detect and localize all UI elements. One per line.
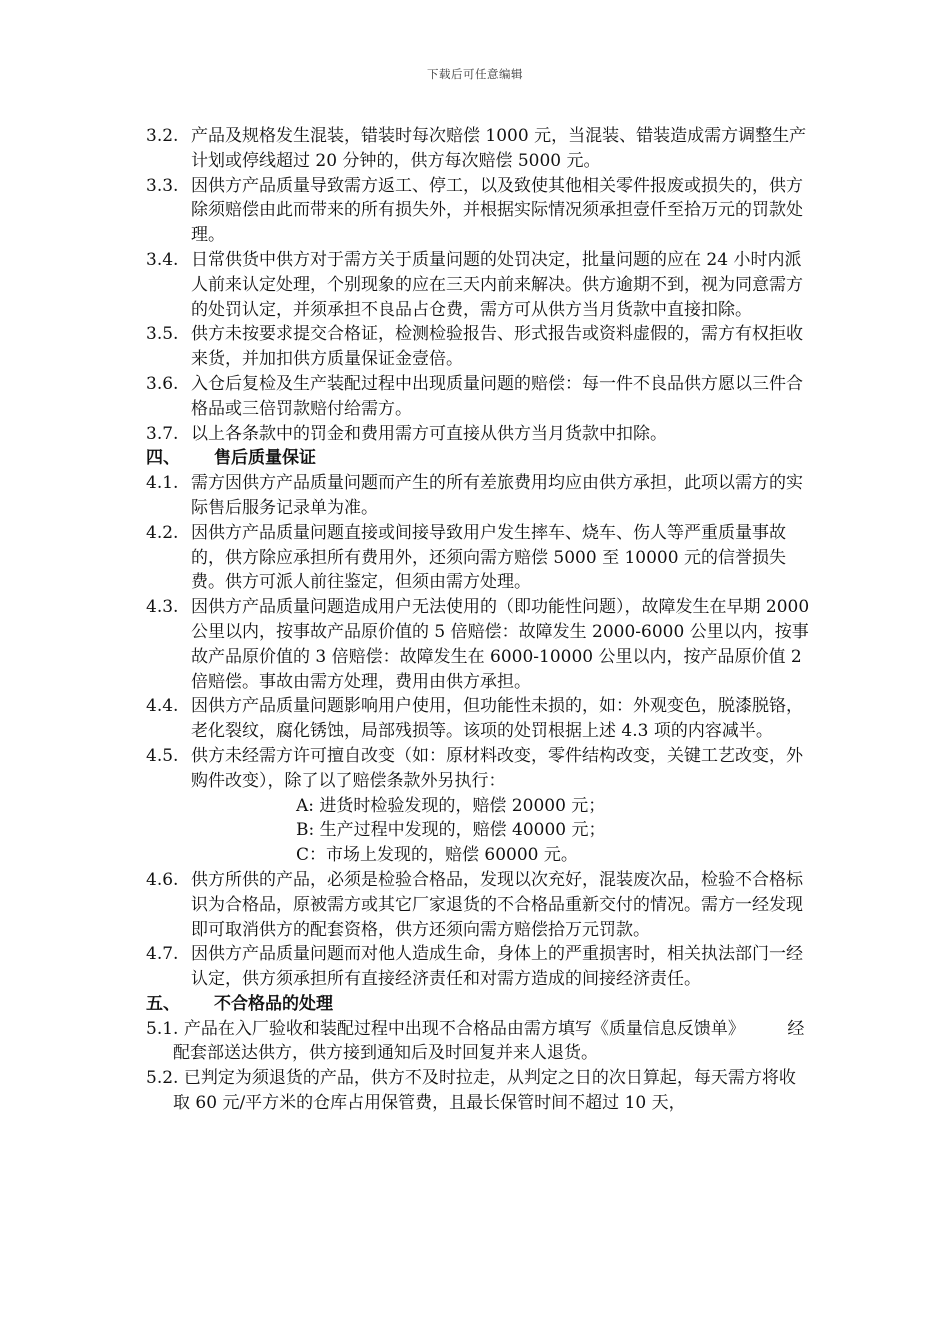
section-number: 四、: [146, 448, 180, 469]
clause-number: 3.7.: [146, 423, 179, 444]
clause-number: 4.2.: [146, 522, 179, 543]
clause-number: 4.4.: [146, 696, 179, 717]
clause-number: 3.6.: [146, 373, 179, 394]
clause-number: 4.3.: [146, 597, 179, 618]
section-title: 不合格品的处理: [214, 993, 333, 1014]
clause-text: 以上各条款中的罚金和费用需方可直接从供方当月货款中扣除。: [191, 423, 667, 444]
clause-text: 因供方产品质量导致需方返工、停工，以及致使其他相关零件报废或损失的，供方除须赔偿由此而带来的所有损失外，并根据实际情况须承担壹仟至拾万元的罚款处理。: [191, 175, 803, 246]
clause-text: 因供方产品质量问题而对他人造成生命，身体上的严重损害时，相关执法部门一经认定，供方须承担所有直接经济责任和对需方造成的间接经济责任。: [191, 944, 803, 990]
clause-text: 供方未按要求提交合格证，检测检验报告、形式报告或资料虚假的，需方有权拒收来货，并加扣供方质量保证金壹倍。: [191, 324, 803, 370]
clause-item: [146, 422, 812, 447]
clause-text: 因供方产品质量问题直接或间接导致用户发生摔车、烧车、伤人等严重质量事故的，供方除应承担所有费用外，还须向需方赔偿 5000 至 10000 元的信誉损失费。供方可派人前往鉴定，但须由需方处理。: [191, 522, 786, 593]
clause-item: [146, 942, 812, 992]
clause-text: 供方所供的产品，必须是检验合格品，发现以次充好，混装废次品，检验不合格标识为合格品，原被需方或其它厂家退货的不合格品重新交付的情况。需方一经发现即可取消供方的配套资格，供方还须向需方赔偿拾万元罚款。: [191, 869, 803, 940]
section-heading: [146, 446, 812, 471]
clause-item: 5.1. 产品在入厂验收和装配过程中出现不合格品由需方填写《质量信息反馈单》 经配套部送达供方，供方接到通知后及时回复并来人退货。: [146, 1018, 805, 1064]
document-body: [146, 124, 812, 1116]
section-heading: [146, 992, 812, 1017]
sub-item: B: 生产过程中发现的，赔偿 40000 元；: [296, 820, 606, 841]
sub-item: A: 进货时检验发现的，赔偿 20000 元；: [296, 795, 606, 816]
clause-number: 4.5.: [146, 745, 179, 766]
clause-item: [146, 694, 812, 744]
clause-text: 因供方产品质量问题影响用户使用，但功能性未损的，如：外观变色，脱漆脱铬，老化裂纹，腐化锈蚀，局部残损等。该项的处罚根据上述 4.3 项的内容减半。: [191, 696, 803, 742]
clause-item: 5.2. 已判定为须退货的产品，供方不及时拉走，从判定之日的次日算起，每天需方将收取 60 元/平方米的仓库占用保管费，且最长保管时间不超过 10 天，: [146, 1068, 796, 1114]
clause-text: 日常供货中供方对于需方关于质量问题的处罚决定，批量问题的应在 24 小时内派人前来认定处理，个别现象的应在三天内前来解决。供方逾期不到，视为同意需方的处罚认定，并须承担不良品占仓费，需方可从供方当月货款中直接扣除。: [191, 249, 803, 320]
page-header: 下载后可任意编辑: [427, 67, 523, 81]
clause-text: 因供方产品质量问题造成用户无法使用的（即功能性问题），故障发生在早期 2000 公里以内，按事故产品原价值的 5 倍赔偿：故障发生 2000-6000 公里以内，按事故产品原价值的 3 倍赔偿：故障发生在 6000-10000 公里以内，按产品原价值 2 倍赔偿。事故由需方处理，费用由供方承担。: [191, 597, 810, 692]
clause-item: [146, 124, 812, 174]
clause-number: 3.4.: [146, 249, 179, 270]
clause-number: 4.1.: [146, 473, 179, 494]
clause-text: 入仓后复检及生产装配过程中出现质量问题的赔偿：每一件不良品供方愿以三件合格品或三倍罚款赔付给需方。: [191, 373, 803, 419]
clause-item: [146, 868, 812, 942]
clause-item: [146, 174, 812, 248]
clause-text: 产品及规格发生混装，错装时每次赔偿 1000 元，当混装、错装造成需方调整生产计划或停线超过 20 分钟的，供方每次赔偿 5000 元。: [191, 126, 807, 171]
clause-number: 3.3.: [146, 175, 179, 196]
clause-number: 4.6.: [146, 869, 179, 890]
clause-item: [146, 322, 812, 372]
clause-item: [146, 744, 812, 794]
clause-text: 供方未经需方许可擅自改变（如：原材料改变，零件结构改变，关键工艺改变，外购件改变），除了以了赔偿条款外另执行：: [191, 745, 803, 791]
clause-number: 3.5.: [146, 324, 179, 345]
clause-text: 需方因供方产品质量问题而产生的所有差旅费用均应由供方承担，此项以需方的实际售后服务记录单为准。: [191, 473, 803, 518]
sub-item: C：市场上发现的，赔偿 60000 元。: [296, 845, 578, 866]
clause-number: 4.7.: [146, 944, 179, 965]
clause-item: [146, 595, 812, 694]
clause-item: [146, 248, 812, 322]
clause-number: 3.2.: [146, 126, 179, 146]
section-number: 五、: [146, 993, 180, 1014]
clause-item: [146, 372, 812, 422]
section-title: 售后质量保证: [214, 448, 316, 469]
clause-item: [146, 521, 812, 595]
clause-item: [146, 471, 812, 521]
